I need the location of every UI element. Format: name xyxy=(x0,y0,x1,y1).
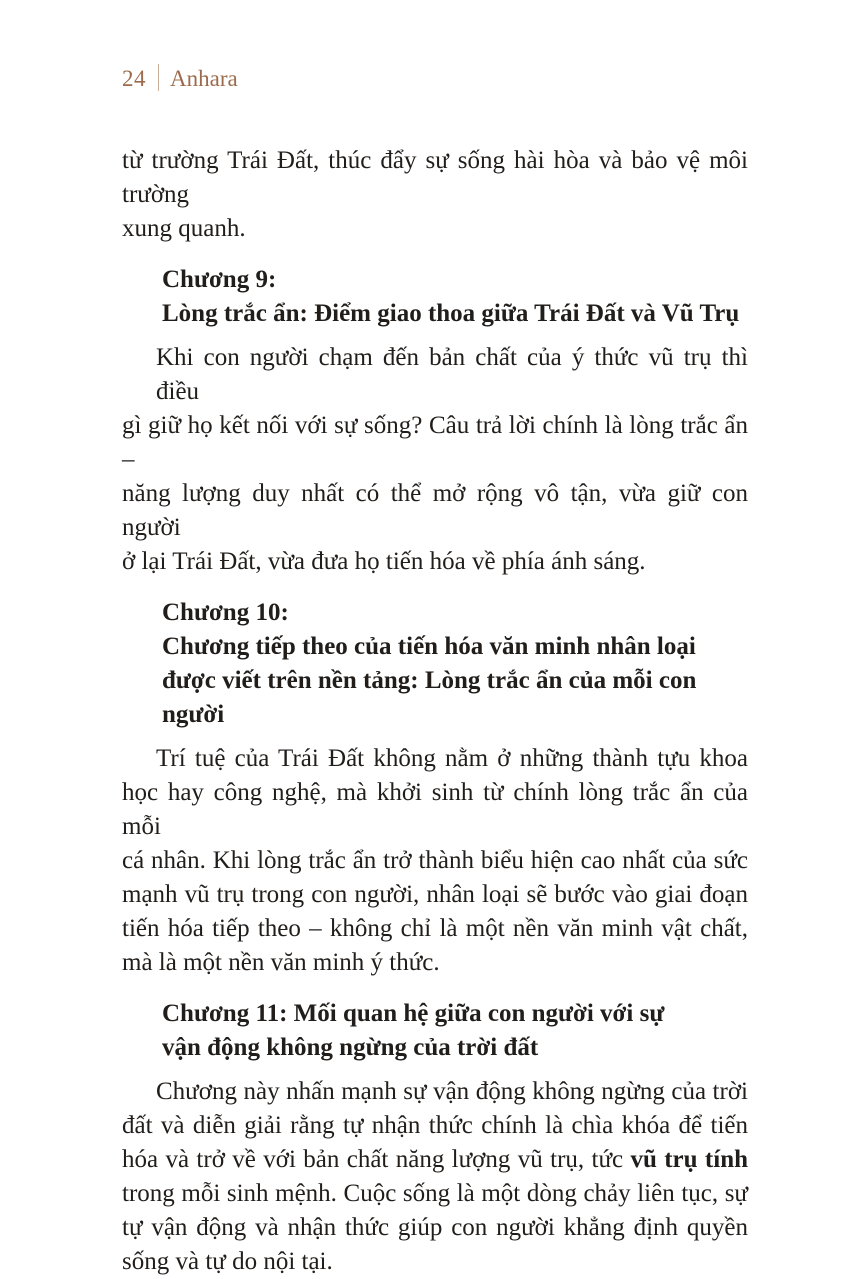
text-line: cá nhân. Khi lòng trắc ẩn trở thành biểu hiện cao nhất của sức xyxy=(122,847,748,874)
text-line: năng lượng duy nhất có thể mở rộng vô tận, vừa giữ con người xyxy=(122,480,748,541)
text-line: xung quanh. xyxy=(122,215,246,242)
text-line: Chương này nhấn mạnh sự vận động không ngừng của trời xyxy=(156,1078,748,1105)
bold-term: vũ trụ tính xyxy=(630,1146,749,1173)
text-line: đất và diễn giải rằng tự nhận thức chính là chìa khóa để tiến xyxy=(122,1112,748,1139)
text-line: Khi con người chạm đến bản chất của ý thức vũ trụ thì điều xyxy=(156,344,748,405)
text-line: Chương 9: xyxy=(162,266,277,293)
text-line: Trí tuệ của Trái Đất không nằm ở những thành tựu khoa xyxy=(156,745,748,772)
text-line: mạnh vũ trụ trong con người, nhân loại sẽ bước vào giai đoạn xyxy=(122,881,748,908)
text-line: sống và tự do nội tại. xyxy=(122,1248,333,1275)
header-divider xyxy=(158,64,159,91)
text-line: Lòng trắc ẩn: Điểm giao thoa giữa Trái Đất và Vũ Trụ xyxy=(162,300,740,327)
text-line: hóa và trở về với bản chất năng lượng vũ trụ, tức vũ trụ tính xyxy=(122,1146,749,1173)
text-line: tiến hóa tiếp theo – không chỉ là một nền văn minh vật chất, xyxy=(122,915,748,942)
text-line: Chương tiếp theo của tiến hóa văn minh nhân loại xyxy=(162,633,696,660)
heading-chapter-10 xyxy=(162,596,748,732)
text-line: ở lại Trái Đất, vừa đưa họ tiến hóa về phía ánh sáng. xyxy=(122,548,646,575)
paragraph-chapter-9 xyxy=(122,341,748,579)
paragraph-continued xyxy=(122,144,748,246)
heading-chapter-11 xyxy=(162,997,748,1065)
paragraph-chapter-10 xyxy=(122,742,748,980)
page-content xyxy=(122,144,748,1279)
text-line: tự vận động và nhận thức giúp con người khẳng định quyền xyxy=(122,1214,748,1241)
text-line: vận động không ngừng của trời đất xyxy=(162,1034,539,1061)
text-line: học hay công nghệ, mà khởi sinh từ chính lòng trắc ẩn của mỗi xyxy=(122,779,748,840)
heading-chapter-9 xyxy=(162,263,748,331)
book-title: Anhara xyxy=(170,66,238,91)
paragraph-chapter-11 xyxy=(122,1075,748,1279)
text-line: trong mỗi sinh mệnh. Cuộc sống là một dòng chảy liên tục, sự xyxy=(122,1180,748,1207)
text-line: được viết trên nền tảng: Lòng trắc ẩn của mỗi con người xyxy=(162,667,697,728)
page-header xyxy=(122,64,748,94)
text-line: Chương 11: Mối quan hệ giữa con người với sự xyxy=(162,1000,665,1027)
page-number: 24 xyxy=(122,66,146,91)
text-line: từ trường Trái Đất, thúc đẩy sự sống hài hòa và bảo vệ môi trường xyxy=(122,147,748,208)
text-line: gì giữ họ kết nối với sự sống? Câu trả lời chính là lòng trắc ẩn – xyxy=(122,412,748,473)
text-line: mà là một nền văn minh ý thức. xyxy=(122,949,440,976)
text-line: Chương 10: xyxy=(162,599,289,626)
